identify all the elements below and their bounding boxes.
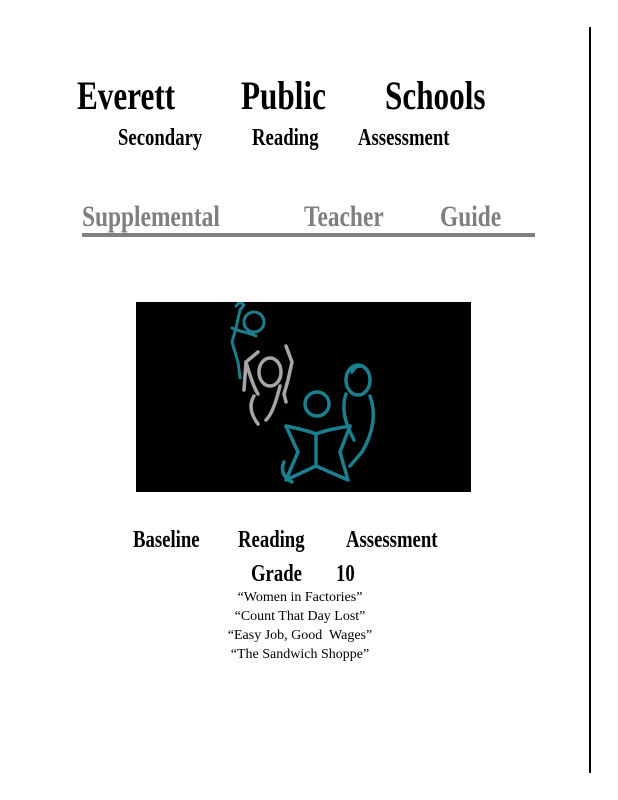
story-list — [150, 588, 450, 664]
grade-line — [0, 561, 618, 591]
grade-value: 10 — [336, 561, 355, 587]
assessment-heading — [0, 527, 618, 557]
subtitle-word-assessment: Assessment — [358, 125, 450, 151]
cover-illustration — [136, 302, 471, 492]
story-title: “Women in Factories” — [237, 590, 363, 605]
guide-word-guide: Guide — [440, 200, 502, 233]
assessment-word-reading: Reading — [238, 527, 305, 553]
assessment-word-baseline: Baseline — [133, 527, 200, 553]
title-word-everett: Everett — [77, 73, 176, 118]
title-word-public: Public — [241, 73, 326, 118]
assessment-word-assessment: Assessment — [346, 527, 438, 553]
people-reading-illustration-icon — [136, 302, 471, 492]
title-word-schools: Schools — [385, 73, 486, 118]
subtitle — [0, 125, 618, 155]
story-title: “Count That Day Lost” — [234, 609, 366, 624]
subtitle-word-reading: Reading — [252, 125, 319, 151]
guide-heading — [0, 200, 618, 236]
story-title: “The Sandwich Shoppe” — [230, 647, 370, 662]
title — [0, 72, 618, 120]
story-title: “Easy Job, Good Wages” — [227, 628, 373, 643]
subtitle-word-secondary: Secondary — [118, 125, 203, 151]
grade-label: Grade — [251, 561, 302, 587]
guide-underline — [82, 233, 535, 237]
guide-word-supplemental: Supplemental — [82, 200, 220, 233]
guide-word-teacher: Teacher — [304, 200, 384, 233]
